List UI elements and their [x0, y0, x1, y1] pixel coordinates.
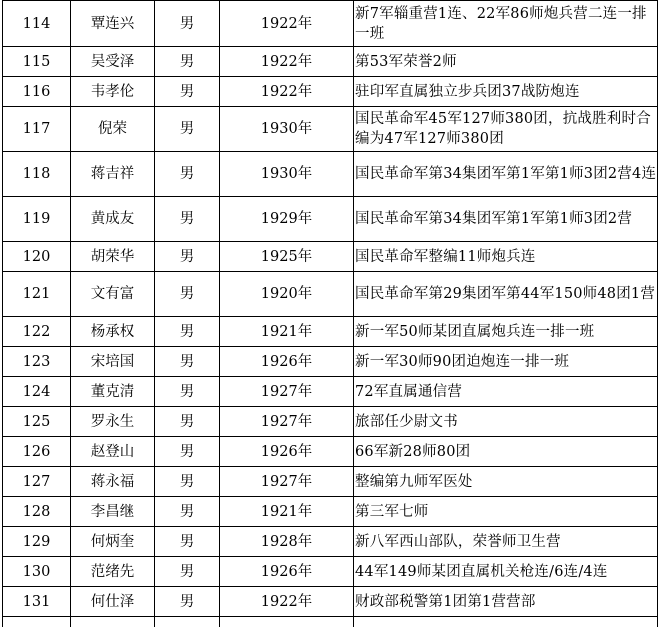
table-row [3, 377, 658, 407]
military-unit: 国民革命军第34集团军第1军第1师3团2营 [354, 197, 658, 242]
birth-year: 1930年 [220, 152, 354, 197]
table-row [3, 527, 658, 557]
birth-year: 1930年 [220, 107, 354, 152]
military-unit: 财政部税警第1团第1营营部 [354, 587, 658, 617]
birth-year: 1922年 [220, 1, 354, 47]
person-name: 宋培国 [71, 347, 155, 377]
person-name: 何炳奎 [71, 527, 155, 557]
birth-year: 1921年 [220, 317, 354, 347]
person-sex: 男 [155, 377, 220, 407]
table-cell-empty [3, 617, 71, 628]
row-number: 126 [3, 437, 71, 467]
person-name: 吴受泽 [71, 47, 155, 77]
row-number: 115 [3, 47, 71, 77]
table-cell-empty [354, 617, 658, 628]
person-sex: 男 [155, 107, 220, 152]
row-number: 125 [3, 407, 71, 437]
military-unit: 国民革命军第34集团军第1军第1师3团2营4连 [354, 152, 658, 197]
military-unit: 驻印军直属独立步兵团37战防炮连 [354, 77, 658, 107]
table-row [3, 1, 658, 47]
birth-year: 1926年 [220, 437, 354, 467]
row-number: 127 [3, 467, 71, 497]
table-row [3, 197, 658, 242]
person-sex: 男 [155, 587, 220, 617]
row-number: 123 [3, 347, 71, 377]
row-number: 131 [3, 587, 71, 617]
military-unit: 第53军荣誉2师 [354, 47, 658, 77]
military-unit: 新八军西山部队，荣誉师卫生营 [354, 527, 658, 557]
row-number: 122 [3, 317, 71, 347]
table-row-partial [3, 617, 658, 628]
person-name: 杨承权 [71, 317, 155, 347]
military-unit: 整编第九师军医处 [354, 467, 658, 497]
birth-year: 1927年 [220, 407, 354, 437]
person-name: 倪荣 [71, 107, 155, 152]
person-name: 韦孝伦 [71, 77, 155, 107]
row-number: 120 [3, 242, 71, 272]
table-row [3, 242, 658, 272]
table-row [3, 152, 658, 197]
military-unit: 国民革命军45军127师380团，抗战胜利时合编为47军127师380团 [354, 107, 658, 152]
person-sex: 男 [155, 437, 220, 467]
table-row [3, 317, 658, 347]
table-row [3, 47, 658, 77]
table-cell-empty [155, 617, 220, 628]
table-row [3, 347, 658, 377]
person-sex: 男 [155, 557, 220, 587]
military-unit: 66军新28师80团 [354, 437, 658, 467]
table-cell-empty [71, 617, 155, 628]
person-sex: 男 [155, 197, 220, 242]
military-unit: 44军149师某团直属机关枪连/6连/4连 [354, 557, 658, 587]
table-row [3, 407, 658, 437]
birth-year: 1926年 [220, 347, 354, 377]
person-name: 赵登山 [71, 437, 155, 467]
person-sex: 男 [155, 527, 220, 557]
military-unit: 新一军30师90团迫炮连一排一班 [354, 347, 658, 377]
person-sex: 男 [155, 1, 220, 47]
birth-year: 1921年 [220, 497, 354, 527]
person-sex: 男 [155, 317, 220, 347]
person-sex: 男 [155, 152, 220, 197]
row-number: 121 [3, 272, 71, 317]
person-name: 文有富 [71, 272, 155, 317]
military-unit: 旅部任少尉文书 [354, 407, 658, 437]
birth-year: 1926年 [220, 557, 354, 587]
person-sex: 男 [155, 47, 220, 77]
military-unit: 72军直属通信营 [354, 377, 658, 407]
birth-year: 1929年 [220, 197, 354, 242]
birth-year: 1922年 [220, 47, 354, 77]
person-name: 黄成友 [71, 197, 155, 242]
military-unit: 新7军辎重营1连、22军86师炮兵营二连一排一班 [354, 1, 658, 47]
person-name: 何仕泽 [71, 587, 155, 617]
person-name: 蒋永福 [71, 467, 155, 497]
military-unit: 第三军七师 [354, 497, 658, 527]
birth-year: 1928年 [220, 527, 354, 557]
table-row [3, 107, 658, 152]
person-sex: 男 [155, 497, 220, 527]
person-sex: 男 [155, 77, 220, 107]
person-name: 胡荣华 [71, 242, 155, 272]
table-row [3, 587, 658, 617]
row-number: 117 [3, 107, 71, 152]
row-number: 124 [3, 377, 71, 407]
person-sex: 男 [155, 347, 220, 377]
person-sex: 男 [155, 467, 220, 497]
birth-year: 1927年 [220, 467, 354, 497]
birth-year: 1920年 [220, 272, 354, 317]
row-number: 119 [3, 197, 71, 242]
birth-year: 1925年 [220, 242, 354, 272]
table-row [3, 77, 658, 107]
person-sex: 男 [155, 242, 220, 272]
person-sex: 男 [155, 407, 220, 437]
row-number: 116 [3, 77, 71, 107]
table-row [3, 467, 658, 497]
row-number: 128 [3, 497, 71, 527]
person-name: 覃连兴 [71, 1, 155, 47]
person-name: 罗永生 [71, 407, 155, 437]
table-row [3, 437, 658, 467]
birth-year: 1927年 [220, 377, 354, 407]
person-name: 蒋吉祥 [71, 152, 155, 197]
birth-year: 1922年 [220, 587, 354, 617]
military-unit: 新一军50师某团直属炮兵连一排一班 [354, 317, 658, 347]
row-number: 118 [3, 152, 71, 197]
person-name: 范绪先 [71, 557, 155, 587]
person-name: 李昌继 [71, 497, 155, 527]
table-row [3, 557, 658, 587]
birth-year: 1922年 [220, 77, 354, 107]
table-row [3, 497, 658, 527]
military-unit: 国民革命军第29集团军第44军150师48团1营 [354, 272, 658, 317]
row-number: 129 [3, 527, 71, 557]
row-number: 114 [3, 1, 71, 47]
person-sex: 男 [155, 272, 220, 317]
veterans-table [2, 0, 658, 627]
military-unit: 国民革命军整编11师炮兵连 [354, 242, 658, 272]
row-number: 130 [3, 557, 71, 587]
table-cell-empty [220, 617, 354, 628]
person-name: 董克清 [71, 377, 155, 407]
table-row [3, 272, 658, 317]
